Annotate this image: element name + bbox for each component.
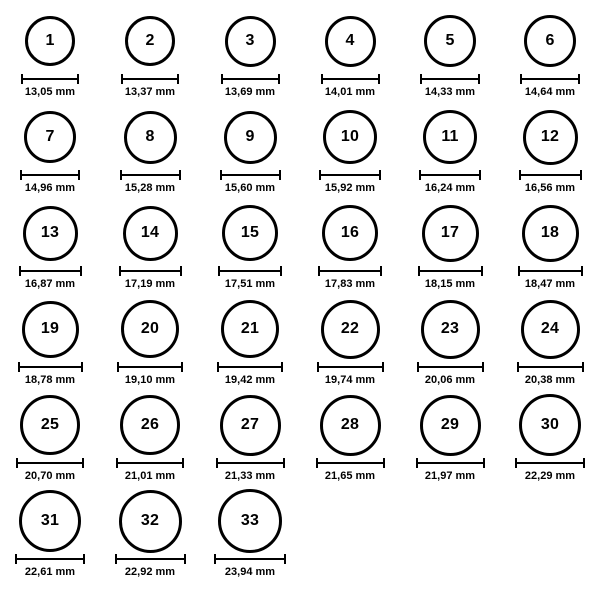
ring-size-cell bbox=[0, 202, 100, 298]
ring-size-cell bbox=[200, 490, 300, 586]
diameter-measure-bar-icon bbox=[220, 170, 281, 180]
ring-circle-icon bbox=[521, 300, 580, 359]
ring-diameter-label: 18,47 mm bbox=[524, 278, 576, 290]
ring-size-cell bbox=[0, 10, 100, 106]
ring-circle-icon bbox=[125, 16, 175, 66]
ring-size-label: 24 bbox=[540, 320, 560, 337]
diameter-measure-bar-icon bbox=[16, 458, 84, 468]
ring-diameter-label: 13,05 mm bbox=[24, 86, 76, 98]
diameter-measure-bar-icon bbox=[115, 554, 186, 564]
ring-circle-icon bbox=[323, 110, 377, 164]
ring-circle-icon bbox=[222, 205, 278, 261]
ring-size-cell bbox=[200, 10, 300, 106]
ring-circle-wrapper bbox=[421, 298, 480, 360]
diameter-measure-bar-icon bbox=[417, 362, 484, 372]
ring-size-label: 20 bbox=[140, 320, 160, 337]
diameter-measure-bar-icon bbox=[316, 458, 385, 468]
ring-size-cell bbox=[0, 298, 100, 394]
ring-circle-icon bbox=[519, 394, 581, 456]
ring-circle-icon bbox=[121, 300, 179, 358]
ring-circle-wrapper bbox=[519, 394, 581, 456]
ring-circle-wrapper bbox=[224, 106, 277, 168]
ring-circle-wrapper bbox=[25, 10, 75, 72]
ring-diameter-label: 18,15 mm bbox=[424, 278, 476, 290]
ring-size-cell bbox=[400, 394, 500, 490]
ring-size-label: 9 bbox=[245, 128, 255, 145]
ring-circle-wrapper bbox=[125, 10, 175, 72]
ring-circle-wrapper bbox=[222, 202, 278, 264]
ring-size-cell bbox=[100, 202, 200, 298]
ring-circle-wrapper bbox=[521, 298, 580, 360]
ring-circle-icon bbox=[120, 395, 180, 455]
ring-size-label: 8 bbox=[145, 128, 155, 145]
diameter-measure-bar-icon bbox=[317, 362, 384, 372]
ring-circle-icon bbox=[523, 110, 578, 165]
ring-size-label: 3 bbox=[245, 32, 255, 49]
ring-circle-icon bbox=[218, 489, 282, 553]
diameter-measure-bar-icon bbox=[518, 266, 583, 276]
ring-diameter-label: 14,64 mm bbox=[524, 86, 576, 98]
ring-size-label: 18 bbox=[540, 224, 560, 241]
diameter-measure-bar-icon bbox=[20, 170, 80, 180]
diameter-measure-bar-icon bbox=[214, 554, 286, 564]
ring-size-cell bbox=[400, 106, 500, 202]
diameter-measure-bar-icon bbox=[319, 170, 381, 180]
ring-diameter-label: 16,56 mm bbox=[524, 182, 576, 194]
diameter-measure-bar-icon bbox=[216, 458, 285, 468]
ring-circle-icon bbox=[24, 111, 76, 163]
ring-size-label: 22 bbox=[340, 320, 360, 337]
ring-size-cell bbox=[300, 10, 400, 106]
ring-circle-wrapper bbox=[420, 394, 481, 456]
ring-diameter-label: 17,19 mm bbox=[124, 278, 176, 290]
ring-size-label: 31 bbox=[40, 512, 60, 529]
ring-size-cell bbox=[500, 202, 600, 298]
ring-circle-icon bbox=[325, 16, 376, 67]
ring-circle-wrapper bbox=[322, 202, 378, 264]
ring-diameter-label: 21,01 mm bbox=[124, 470, 176, 482]
ring-circle-wrapper bbox=[320, 394, 381, 456]
ring-size-cell bbox=[400, 202, 500, 298]
ring-size-grid bbox=[0, 10, 600, 586]
ring-circle-icon bbox=[225, 16, 276, 67]
ring-circle-icon bbox=[320, 395, 381, 456]
ring-size-cell bbox=[500, 394, 600, 490]
ring-size-cell bbox=[100, 490, 200, 586]
ring-diameter-label: 19,74 mm bbox=[324, 374, 376, 386]
ring-circle-icon bbox=[420, 395, 481, 456]
ring-size-cell bbox=[400, 10, 500, 106]
ring-diameter-label: 16,24 mm bbox=[424, 182, 476, 194]
diameter-measure-bar-icon bbox=[117, 362, 183, 372]
ring-size-label: 23 bbox=[440, 320, 460, 337]
ring-size-label: 21 bbox=[240, 320, 260, 337]
ring-circle-icon bbox=[321, 300, 380, 359]
ring-size-cell bbox=[300, 298, 400, 394]
ring-size-cell bbox=[200, 394, 300, 490]
diameter-measure-bar-icon bbox=[119, 266, 182, 276]
ring-size-label: 17 bbox=[440, 224, 460, 241]
ring-circle-icon bbox=[424, 15, 476, 67]
ring-circle-wrapper bbox=[19, 490, 81, 552]
diameter-measure-bar-icon bbox=[19, 266, 82, 276]
ring-size-label: 32 bbox=[140, 512, 160, 529]
ring-size-cell bbox=[100, 10, 200, 106]
ring-circle-icon bbox=[421, 300, 480, 359]
ring-size-cell bbox=[100, 106, 200, 202]
ring-diameter-label: 22,61 mm bbox=[24, 566, 76, 578]
ring-circle-wrapper bbox=[23, 202, 78, 264]
ring-circle-wrapper bbox=[22, 298, 79, 360]
diameter-measure-bar-icon bbox=[420, 74, 480, 84]
ring-diameter-label: 21,97 mm bbox=[424, 470, 476, 482]
ring-diameter-label: 15,28 mm bbox=[124, 182, 176, 194]
ring-size-label: 30 bbox=[540, 416, 560, 433]
ring-diameter-label: 22,92 mm bbox=[124, 566, 176, 578]
ring-circle-wrapper bbox=[323, 106, 377, 168]
ring-size-label: 6 bbox=[545, 32, 555, 49]
ring-diameter-label: 19,42 mm bbox=[224, 374, 276, 386]
ring-size-cell bbox=[200, 202, 300, 298]
diameter-measure-bar-icon bbox=[416, 458, 485, 468]
ring-circle-wrapper bbox=[123, 202, 178, 264]
diameter-measure-bar-icon bbox=[519, 170, 582, 180]
ring-size-cell bbox=[500, 10, 600, 106]
ring-size-cell bbox=[500, 106, 600, 202]
ring-circle-wrapper bbox=[119, 490, 182, 552]
ring-diameter-label: 13,69 mm bbox=[224, 86, 276, 98]
ring-size-label: 33 bbox=[240, 512, 260, 529]
ring-circle-icon bbox=[119, 490, 182, 553]
ring-diameter-label: 20,38 mm bbox=[524, 374, 576, 386]
ring-diameter-label: 14,01 mm bbox=[324, 86, 376, 98]
ring-size-label: 27 bbox=[240, 416, 260, 433]
ring-circle-icon bbox=[423, 110, 477, 164]
ring-diameter-label: 19,10 mm bbox=[124, 374, 176, 386]
diameter-measure-bar-icon bbox=[21, 74, 79, 84]
ring-circle-icon bbox=[123, 206, 178, 261]
ring-size-label: 13 bbox=[40, 224, 60, 241]
ring-size-label: 19 bbox=[40, 320, 60, 337]
ring-circle-wrapper bbox=[20, 394, 80, 456]
ring-circle-wrapper bbox=[523, 106, 578, 168]
ring-circle-icon bbox=[224, 111, 277, 164]
ring-size-label: 28 bbox=[340, 416, 360, 433]
ring-diameter-label: 21,33 mm bbox=[224, 470, 276, 482]
diameter-measure-bar-icon bbox=[18, 362, 83, 372]
diameter-measure-bar-icon bbox=[120, 170, 181, 180]
ring-diameter-label: 18,78 mm bbox=[24, 374, 76, 386]
ring-diameter-label: 23,94 mm bbox=[224, 566, 276, 578]
diameter-measure-bar-icon bbox=[15, 554, 85, 564]
ring-circle-icon bbox=[524, 15, 576, 67]
ring-size-label: 12 bbox=[540, 128, 560, 145]
ring-circle-wrapper bbox=[423, 106, 477, 168]
ring-circle-wrapper bbox=[225, 10, 276, 72]
ring-size-label: 1 bbox=[45, 32, 55, 49]
ring-circle-icon bbox=[124, 111, 177, 164]
ring-size-label: 2 bbox=[145, 32, 155, 49]
ring-diameter-label: 15,60 mm bbox=[224, 182, 276, 194]
ring-circle-wrapper bbox=[24, 106, 76, 168]
ring-circle-wrapper bbox=[120, 394, 180, 456]
diameter-measure-bar-icon bbox=[217, 362, 283, 372]
ring-circle-wrapper bbox=[422, 202, 479, 264]
ring-size-label: 25 bbox=[40, 416, 60, 433]
diameter-measure-bar-icon bbox=[517, 362, 584, 372]
ring-size-cell bbox=[200, 106, 300, 202]
diameter-measure-bar-icon bbox=[218, 266, 282, 276]
ring-size-cell bbox=[100, 394, 200, 490]
ring-diameter-label: 21,65 mm bbox=[324, 470, 376, 482]
diameter-measure-bar-icon bbox=[515, 458, 585, 468]
ring-diameter-label: 14,96 mm bbox=[24, 182, 76, 194]
ring-circle-icon bbox=[422, 205, 479, 262]
ring-circle-icon bbox=[25, 16, 75, 66]
ring-circle-icon bbox=[220, 395, 281, 456]
ring-diameter-label: 17,51 mm bbox=[224, 278, 276, 290]
ring-diameter-label: 16,87 mm bbox=[24, 278, 76, 290]
ring-size-label: 26 bbox=[140, 416, 160, 433]
diameter-measure-bar-icon bbox=[419, 170, 481, 180]
ring-circle-icon bbox=[322, 205, 378, 261]
ring-size-label: 29 bbox=[440, 416, 460, 433]
ring-size-label: 16 bbox=[340, 224, 360, 241]
ring-circle-icon bbox=[22, 301, 79, 358]
ring-circle-wrapper bbox=[124, 106, 177, 168]
ring-circle-icon bbox=[221, 300, 279, 358]
ring-circle-wrapper bbox=[522, 202, 579, 264]
diameter-measure-bar-icon bbox=[418, 266, 483, 276]
ring-diameter-label: 14,33 mm bbox=[424, 86, 476, 98]
ring-size-label: 15 bbox=[240, 224, 260, 241]
ring-diameter-label: 13,37 mm bbox=[124, 86, 176, 98]
ring-size-label: 10 bbox=[340, 128, 360, 145]
diameter-measure-bar-icon bbox=[520, 74, 580, 84]
ring-size-label: 5 bbox=[445, 32, 455, 49]
ring-circle-icon bbox=[23, 206, 78, 261]
diameter-measure-bar-icon bbox=[318, 266, 382, 276]
ring-size-cell bbox=[0, 394, 100, 490]
ring-diameter-label: 17,83 mm bbox=[324, 278, 376, 290]
ring-diameter-label: 22,29 mm bbox=[524, 470, 576, 482]
diameter-measure-bar-icon bbox=[121, 74, 179, 84]
ring-size-label: 11 bbox=[441, 128, 459, 145]
ring-diameter-label: 15,92 mm bbox=[324, 182, 376, 194]
diameter-measure-bar-icon bbox=[321, 74, 380, 84]
ring-diameter-label: 20,06 mm bbox=[424, 374, 476, 386]
ring-circle-icon bbox=[20, 395, 80, 455]
ring-size-cell bbox=[0, 106, 100, 202]
ring-diameter-label: 20,70 mm bbox=[24, 470, 76, 482]
ring-circle-wrapper bbox=[121, 298, 179, 360]
ring-circle-icon bbox=[522, 205, 579, 262]
ring-size-cell bbox=[300, 202, 400, 298]
ring-size-cell bbox=[500, 298, 600, 394]
ring-size-cell bbox=[100, 298, 200, 394]
ring-size-cell bbox=[400, 298, 500, 394]
ring-circle-wrapper bbox=[325, 10, 376, 72]
ring-circle-icon bbox=[19, 490, 81, 552]
ring-size-label: 14 bbox=[140, 224, 160, 241]
diameter-measure-bar-icon bbox=[221, 74, 280, 84]
ring-size-cell bbox=[300, 394, 400, 490]
ring-size-label: 4 bbox=[345, 32, 355, 49]
ring-size-label: 7 bbox=[45, 128, 55, 145]
ring-circle-wrapper bbox=[321, 298, 380, 360]
diameter-measure-bar-icon bbox=[116, 458, 184, 468]
ring-circle-wrapper bbox=[218, 490, 282, 552]
ring-circle-wrapper bbox=[524, 10, 576, 72]
ring-circle-wrapper bbox=[220, 394, 281, 456]
ring-size-cell bbox=[0, 490, 100, 586]
ring-circle-wrapper bbox=[424, 10, 476, 72]
ring-size-cell bbox=[200, 298, 300, 394]
ring-size-cell bbox=[300, 106, 400, 202]
ring-circle-wrapper bbox=[221, 298, 279, 360]
